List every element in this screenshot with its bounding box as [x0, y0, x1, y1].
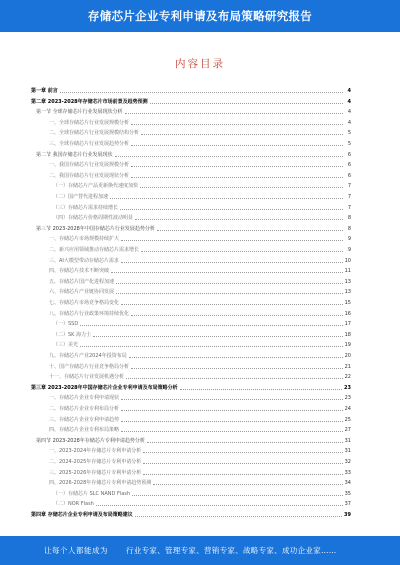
toc-entry[interactable]	[31, 181, 351, 189]
toc-entry[interactable]	[31, 107, 351, 115]
toc-dot-leader	[131, 368, 343, 369]
toc-entry-page: 18	[344, 331, 351, 338]
toc-dot-leader	[141, 134, 343, 135]
toc-dot-leader	[120, 209, 343, 210]
toc-entry-title: （一）存储芯片 SLC NAND Flash	[53, 490, 131, 497]
toc-entry[interactable]	[31, 393, 351, 401]
toc-entry[interactable]	[31, 150, 351, 158]
footer-slogan-right: 行业专家、管理专家、营销专家、战略专家、成功企业家……	[126, 546, 337, 555]
toc-entry-title: 一、存储芯片市场规模持续扩大	[49, 236, 120, 243]
toc-entry[interactable]	[31, 383, 351, 391]
toc-entry-page: 34	[344, 480, 351, 487]
toc-entry[interactable]	[31, 234, 351, 242]
toc-entry[interactable]	[31, 160, 351, 168]
toc-entry-page: 27	[344, 427, 351, 434]
toc-dot-leader	[135, 219, 343, 220]
toc-entry-title: （四）存储芯片价格周期性波动明显	[53, 215, 134, 222]
toc-entry-title: 一、存储芯片企业专利申请现状	[49, 395, 120, 402]
toc-dot-leader	[110, 198, 343, 199]
toc-entry-title: 三、全球存储芯片行业发展趋势分析	[49, 141, 130, 147]
toc-entry[interactable]	[31, 415, 351, 423]
toc-dot-leader	[135, 516, 342, 517]
toc-dot-leader	[150, 103, 343, 104]
toc-dot-leader	[131, 177, 343, 178]
toc-entry-page: 37	[344, 501, 351, 508]
toc-entry[interactable]	[31, 118, 351, 126]
toc-entry-page: 5	[347, 130, 351, 137]
toc-entry-page: 7	[347, 204, 351, 211]
toc-entry-title: 二、2024-2025年存储芯片专利申请分析	[49, 459, 142, 465]
toc-dot-leader	[143, 463, 342, 464]
report-header-bar	[0, 0, 400, 32]
toc-dot-leader	[121, 304, 343, 305]
toc-dot-leader	[80, 346, 343, 347]
toc-dot-leader	[131, 166, 343, 167]
toc-dot-leader	[147, 442, 343, 443]
toc-entry[interactable]	[31, 128, 351, 136]
toc-entry[interactable]	[31, 330, 351, 338]
toc-entry-page: 19	[344, 342, 351, 349]
toc-entry-page: 31	[344, 448, 351, 455]
toc-entry-title: （三）存储芯片需求持续增长	[53, 204, 119, 211]
toc-entry-page: 35	[344, 490, 351, 497]
toc-entry-page: 4	[347, 119, 351, 126]
toc-entry-page: 17	[344, 321, 351, 328]
toc-dot-leader	[157, 230, 343, 231]
toc-dot-leader	[80, 325, 342, 326]
toc-entry-title: 四、存储芯片技术不断突破	[49, 268, 110, 275]
toc-entry[interactable]	[31, 351, 351, 359]
toc-entry-page: 21	[344, 363, 351, 370]
toc-entry[interactable]	[31, 489, 351, 497]
toc-entry-title: 第二章 2023-2028年存储芯片市场前景及趋势预测	[31, 98, 148, 105]
toc-entry-page: 7	[347, 183, 351, 190]
toc-dot-leader	[121, 399, 343, 400]
toc-entry[interactable]	[31, 457, 351, 465]
toc-entry-page: 20	[344, 353, 351, 359]
toc-entry-page: 9	[347, 236, 351, 243]
toc-dot-leader	[126, 378, 343, 379]
toc-entry-page: 39	[344, 512, 351, 518]
toc-entry-title: 第一章 前言	[31, 88, 58, 94]
toc-entry[interactable]	[31, 436, 351, 444]
toc-dot-leader	[129, 357, 343, 358]
toc-entry-title: 第四章 存储芯片企业专利申请及布局策略建议	[31, 512, 133, 518]
toc-entry-page: 16	[344, 310, 351, 317]
toc-entry-page: 5	[347, 141, 351, 147]
toc-entry-page: 13	[344, 289, 351, 296]
toc-entry-title: 四、2026-2028年存储芯片专利申请趋势预测	[49, 480, 152, 487]
toc-entry-page: 6	[347, 151, 351, 158]
toc-dot-leader	[93, 336, 343, 337]
toc-entry-page: 15	[344, 300, 351, 306]
toc-dot-leader	[96, 505, 343, 506]
toc-dot-leader	[60, 92, 343, 93]
toc-entry-page: 33	[344, 469, 351, 476]
toc-dot-leader	[121, 431, 343, 432]
toc-entry[interactable]	[31, 97, 351, 105]
toc-entry-page: 32	[344, 459, 351, 465]
toc-entry-title: （二）SK 海力士	[53, 331, 92, 338]
toc-entry-title: 三、存储芯片企业专利申请趋势	[49, 416, 120, 423]
toc-entry-title: 一、2023-2024年存储芯片专利申请分析	[49, 448, 142, 455]
toc-entry-page: 22	[344, 374, 351, 381]
toc-entry[interactable]	[31, 309, 351, 317]
footer-slogan-left: 让每个人都能成为	[44, 546, 108, 555]
toc-entry-title: 八、存储芯片行业政策环境持续优化	[49, 310, 130, 317]
toc-entry-title: （二）NOR Flash	[53, 501, 94, 508]
toc-entry[interactable]	[31, 245, 351, 253]
toc-dot-leader	[111, 272, 343, 273]
toc-dot-leader	[153, 484, 342, 485]
toc-entry[interactable]	[31, 425, 351, 433]
toc-dot-leader	[131, 124, 343, 125]
toc-entry-page: 11	[344, 268, 351, 275]
toc-dot-leader	[143, 452, 342, 453]
toc-entry-title: 一、全球存储芯片行业发展规模分析	[49, 119, 130, 126]
toc-entry[interactable]	[31, 213, 351, 221]
toc-dot-leader	[180, 389, 342, 390]
footer-bar	[0, 536, 400, 565]
toc-entry-title: 五、存储芯片国产化进程加速	[49, 278, 115, 285]
toc-entry-title: 第四节 2023-2028年存储芯片专利申请趋势分析	[36, 437, 145, 444]
toc-entry[interactable]	[31, 340, 351, 348]
toc-entry-page: 13	[344, 278, 351, 285]
toc-entry-title: 九、存储芯片产业2024年投资布局	[49, 353, 127, 359]
toc-dot-leader	[140, 187, 343, 188]
toc-entry-title: 三、2025-2026年存储芯片专利申请分析	[49, 469, 142, 476]
toc-entry[interactable]	[31, 404, 351, 412]
toc-entry[interactable]	[31, 510, 351, 518]
toc-dot-leader	[116, 293, 343, 294]
toc-dot-leader	[125, 113, 343, 114]
toc-entry-page: 4	[347, 98, 351, 105]
toc-entry-title: 二、存储芯片企业专利布局分析	[49, 406, 120, 412]
toc-entry[interactable]	[31, 478, 351, 486]
toc-heading: 内容目录	[175, 58, 225, 70]
toc-entry-title: （一）SSD	[53, 321, 79, 328]
toc-entry[interactable]	[31, 266, 351, 274]
toc-entry[interactable]	[31, 192, 351, 200]
toc-entry-page: 25	[344, 416, 351, 423]
toc-entry[interactable]	[31, 298, 351, 306]
table-of-contents	[31, 86, 351, 526]
toc-dot-leader	[143, 474, 342, 475]
toc-entry-title: 二、全球存储芯片行业发展规模结构分析	[49, 130, 140, 137]
toc-dot-leader	[115, 156, 343, 157]
toc-entry-title: （二）国产替代进程加速	[53, 194, 109, 200]
toc-entry-title: 二、我国存储芯片行业发展现状分析	[49, 172, 130, 179]
toc-entry-page: 23	[344, 384, 351, 391]
toc-entry[interactable]	[31, 139, 351, 147]
toc-entry-title: 十一、存储芯片行业发展机遇分析	[49, 374, 125, 381]
toc-entry[interactable]	[31, 499, 351, 507]
toc-entry-page: 9	[347, 247, 351, 253]
toc-entry-title: 七、存储芯片市场竞争格局变化	[49, 300, 120, 306]
toc-entry-page: 6	[347, 162, 351, 169]
toc-entry[interactable]	[31, 362, 351, 370]
toc-entry-page: 31	[344, 437, 351, 444]
toc-entry-page: 4	[347, 88, 351, 94]
toc-entry[interactable]	[31, 446, 351, 454]
toc-entry[interactable]	[31, 224, 351, 232]
toc-entry[interactable]	[31, 287, 351, 295]
toc-entry-title: 二、新兴应用领域推动存储芯片需求增长	[49, 247, 140, 253]
toc-dot-leader	[116, 283, 343, 284]
toc-dot-leader	[121, 410, 343, 411]
toc-entry-title: （三）美光	[53, 342, 79, 349]
toc-entry-title: 第三章 2023-2028年中国存储芯片企业专利申请及布局策略分析	[31, 384, 178, 391]
toc-dot-leader	[121, 262, 343, 263]
toc-entry[interactable]	[31, 203, 351, 211]
toc-entry[interactable]	[31, 468, 351, 476]
report-title: 存储芯片企业专利申请及布局策略研究报告	[87, 9, 313, 23]
toc-entry[interactable]	[31, 256, 351, 264]
toc-entry-page: 8	[347, 225, 351, 232]
toc-entry-page: 23	[344, 395, 351, 402]
toc-entry-title: 一、我国存储芯片行业发展规模分析	[49, 162, 130, 169]
toc-entry-title: 三、AI大模型带动存储芯片需求	[49, 257, 119, 264]
toc-entry-title: 第二节 我国存储芯片行业发展现状	[36, 151, 113, 158]
toc-dot-leader	[131, 145, 343, 146]
toc-dot-leader	[121, 240, 343, 241]
toc-entry-page: 10	[344, 257, 351, 264]
toc-entry-title: 六、存储芯片产业链协同发展	[49, 289, 115, 296]
toc-entry-title: 十、国产存储芯片行业竞争格局分析	[49, 363, 130, 370]
toc-entry-title: 第一节 全球存储芯片行业发展现状分析	[36, 109, 123, 116]
toc-entry-page: 8	[347, 215, 351, 222]
toc-entry[interactable]	[31, 319, 351, 327]
toc-entry-page: 24	[344, 406, 351, 412]
toc-entry[interactable]	[31, 86, 351, 94]
toc-dot-leader	[131, 315, 343, 316]
toc-dot-leader	[121, 421, 343, 422]
toc-entry-title: （一）存储芯片产品更新换代速度加快	[53, 183, 139, 190]
toc-entry-title: 第三节 2023-2028年中国存储芯片行业发展趋势分析	[36, 225, 155, 232]
toc-entry-title: 四、存储芯片企业专利布局策略	[49, 427, 120, 434]
toc-dot-leader	[132, 495, 343, 496]
toc-entry[interactable]	[31, 277, 351, 285]
toc-dot-leader	[141, 251, 343, 252]
toc-entry[interactable]	[31, 372, 351, 380]
toc-entry[interactable]	[31, 171, 351, 179]
toc-entry-page: 7	[347, 194, 351, 200]
toc-entry-page: 4	[347, 109, 351, 116]
toc-entry-page: 6	[347, 172, 351, 179]
